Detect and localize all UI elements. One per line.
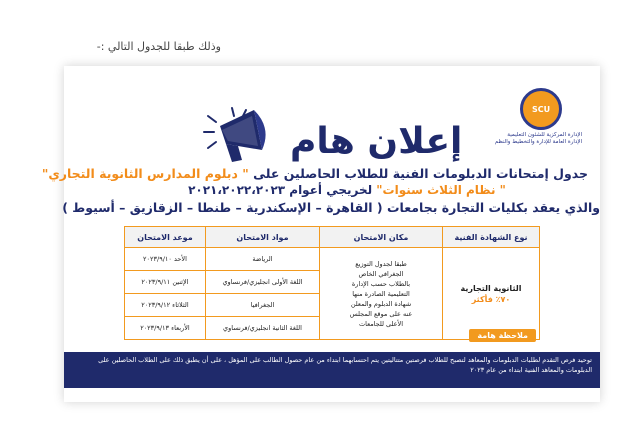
table-header-row xyxy=(125,227,540,248)
place-line-6: عنه على موقع المجلس xyxy=(349,309,413,318)
subject-cell: الرياضة xyxy=(205,248,319,271)
header-subjects: مواد الامتحان xyxy=(205,227,319,248)
system-highlight: " نظام الثلاث سنوات" xyxy=(376,183,506,197)
logo-abbr: SCU xyxy=(531,104,551,114)
headline-prefix: جدول إمتحانات الدبلومات الفنية للطلاب الحاصلين على xyxy=(253,166,588,181)
table-row xyxy=(125,248,540,271)
announcement-card xyxy=(41,66,600,402)
note-bar xyxy=(64,352,600,388)
date-cell: الأربعاء ٢٠٢٣/٩/١٣ xyxy=(125,317,206,340)
headline xyxy=(41,166,588,181)
header-certificate: نوع الشهادة الفنية xyxy=(443,227,540,248)
note-badge: ملاحظة هامة xyxy=(469,329,536,342)
logo-line-2: الإدارة العامة للإدارة والتخطيط والنظم xyxy=(494,139,582,145)
place-line-2: الجغرافي الخاص xyxy=(358,269,404,278)
venue-line: والذي يعقد بكليات التجارة بجامعات ( القاهرة – الإسكندرية – طنطا – الزقازيق – أسيوط ) xyxy=(62,200,600,215)
system-suffix: لخريجي أعوام ٢٠٢١،٢٠٢٢،٢٠٢٣ xyxy=(188,183,373,197)
page-title: إعلان هام xyxy=(290,121,463,162)
header-place: مكان الامتحان xyxy=(320,227,443,248)
place-line-1: طبقا لجدول التوزيع xyxy=(355,259,407,268)
place-line-4: التعليمية الصادرة منها xyxy=(352,289,410,298)
date-cell: الثلاثاء ٢٠٢٣/٩/١٢ xyxy=(125,294,206,317)
note-text: توحيد فرص التقدم لطلبات الدبلومات والمعاهد لتصبح للطلاب فرصتين متتاليتين يتم احتسابهما ابتداء من عام حصول الطالب على المؤهل ، على أن يطبق ذلك على الطلاب الحاصلين على الدبلومات والمعاهد الفنية ابتداء من عام ٢٠٢٣ xyxy=(98,356,592,374)
system-line xyxy=(64,183,600,197)
subject-cell: اللغة الثانية انجليزي/فرنساوي xyxy=(205,317,319,340)
exam-schedule-table xyxy=(124,226,540,340)
place-line-7: الأعلى للجامعات xyxy=(358,319,404,328)
subject-cell: الجغرافيا xyxy=(205,294,319,317)
logo-emblem xyxy=(520,88,562,130)
subject-cell: اللغة الأولى انجليزي/فرنساوي xyxy=(205,271,319,294)
megaphone-icon xyxy=(202,102,282,172)
date-cell: الإثنين ٢٠٢٣/٩/١١ xyxy=(125,271,206,294)
header-date: موعد الامتحان xyxy=(125,227,206,248)
certificate-percent: ٧٠٪ فأكثر xyxy=(471,294,511,304)
place-line-3: بالطلاب حسب الإدارة xyxy=(351,279,411,288)
university-logo xyxy=(474,88,582,145)
logo-line-1: الإدارة المركزية للشئون التعليمية xyxy=(507,132,582,138)
intro-text: وذلك طبقا للجدول التالي :- xyxy=(96,40,221,53)
place-cell xyxy=(320,248,443,340)
place-line-5: شهادة الدبلوم والمعلن xyxy=(350,299,412,308)
date-cell: الأحد ٢٠٢٣/٩/١٠ xyxy=(125,248,206,271)
headline-highlight: " دبلوم المدارس الثانوية التجاري" xyxy=(41,166,249,181)
certificate-name: الثانوية التجارية xyxy=(460,283,522,293)
certificate-cell xyxy=(443,248,540,340)
